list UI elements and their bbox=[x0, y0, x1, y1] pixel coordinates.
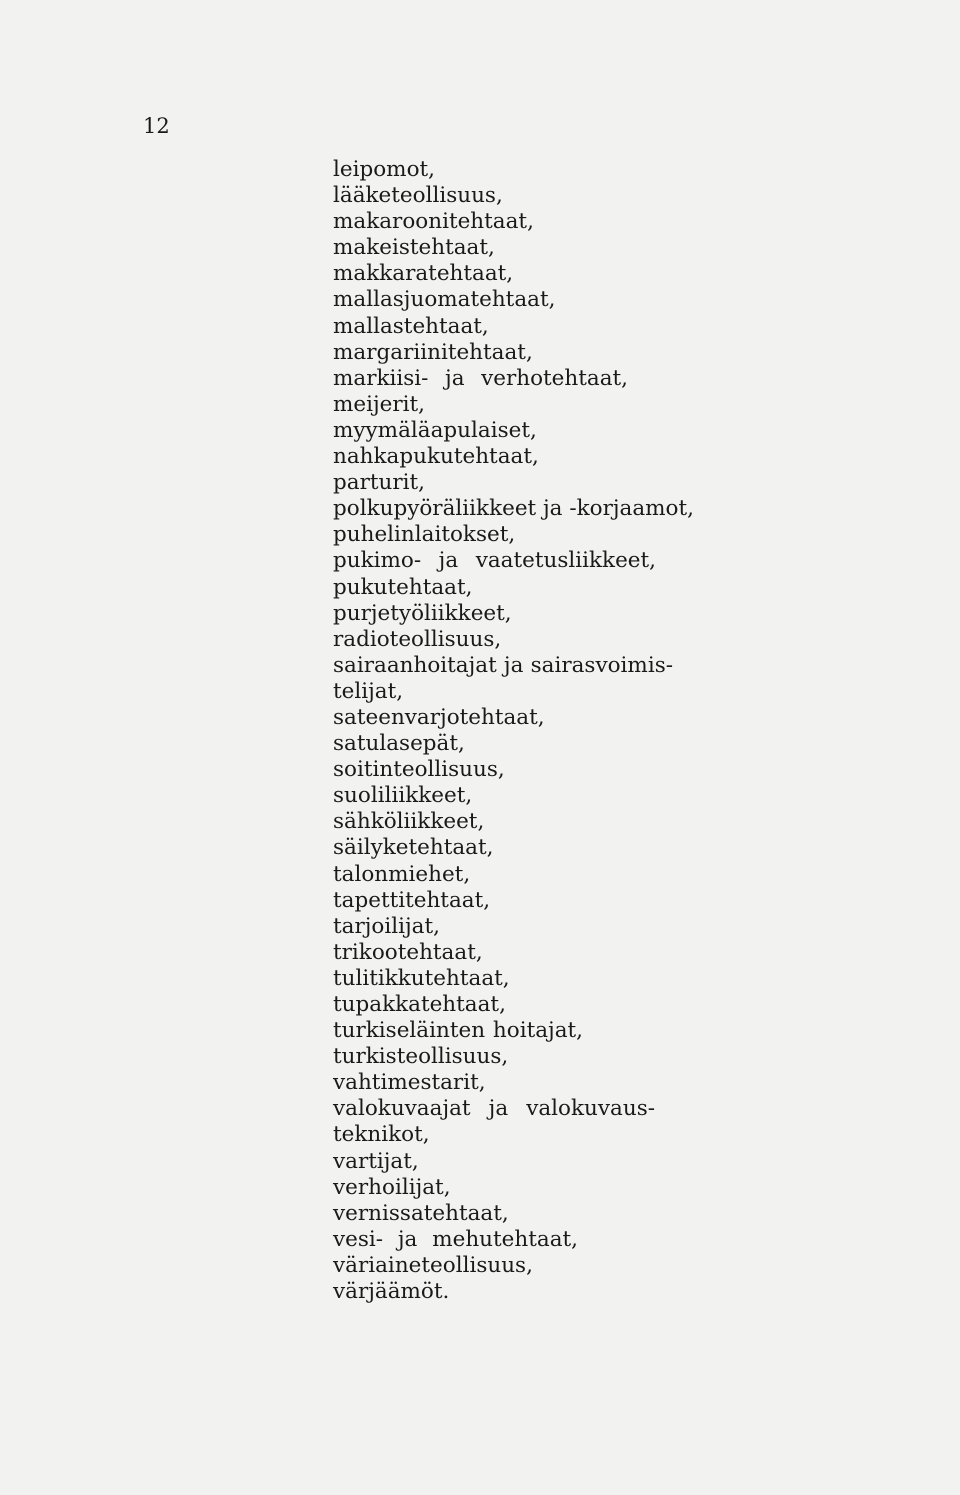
list-item: purjetyöliikkeet, bbox=[333, 600, 512, 626]
list-item-text: pukimo- ja vaatetusliikkeet, bbox=[333, 548, 656, 574]
list-item bbox=[333, 653, 713, 679]
list-item: makkaratehtaat, bbox=[333, 261, 514, 287]
list-item: väriaineteollisuus, bbox=[333, 1252, 533, 1278]
list-item: tapettitehtaat, bbox=[333, 887, 491, 913]
list-item: makaroonitehtaat, bbox=[333, 209, 534, 235]
list-item bbox=[333, 1096, 713, 1122]
list-item: suoliliikkeet, bbox=[333, 783, 473, 809]
list-item: leipomot, bbox=[333, 157, 435, 182]
list-item: värjäämöt. bbox=[333, 1279, 450, 1305]
list-item: vernissatehtaat, bbox=[333, 1200, 509, 1226]
list-item: tulitikkutehtaat, bbox=[333, 965, 510, 991]
list-item-text: turkiseläinten hoitajat, bbox=[333, 1018, 583, 1044]
list-item: lääketeollisuus, bbox=[333, 183, 503, 209]
list-item: soitinteollisuus, bbox=[333, 757, 505, 783]
list-item bbox=[333, 1018, 713, 1044]
list-item: margariinitehtaat, bbox=[333, 339, 533, 365]
list-item: mallastehtaat, bbox=[333, 313, 489, 339]
list-item: vartijat, bbox=[333, 1148, 419, 1174]
list-item: vahtimestarit, bbox=[333, 1070, 486, 1096]
occupation-list bbox=[333, 157, 713, 1305]
list-item: nahkapukutehtaat, bbox=[333, 444, 539, 470]
list-item: radioteollisuus, bbox=[333, 626, 502, 652]
page-number: 12 bbox=[143, 114, 170, 138]
list-item bbox=[333, 1227, 713, 1253]
list-item: trikootehtaat, bbox=[333, 939, 483, 965]
list-item: satulasepät, bbox=[333, 731, 465, 757]
list-item bbox=[333, 548, 713, 574]
list-item bbox=[333, 366, 713, 392]
list-item: puhelinlaitokset, bbox=[333, 522, 516, 548]
list-item: sähköliikkeet, bbox=[333, 809, 485, 835]
list-item: pukutehtaat, bbox=[333, 574, 473, 600]
list-item: mallasjuomatehtaat, bbox=[333, 287, 556, 313]
list-item: teknikot, bbox=[333, 1122, 430, 1148]
list-item: turkisteollisuus, bbox=[333, 1044, 509, 1070]
list-item: tupakkatehtaat, bbox=[333, 992, 506, 1017]
list-item: meijerit, bbox=[333, 391, 426, 417]
list-item: talonmiehet, bbox=[333, 861, 471, 887]
list-item-text: markiisi- ja verhotehtaat, bbox=[333, 365, 628, 391]
list-item-text: sairaanhoitajat ja sairasvoimis- bbox=[333, 652, 673, 678]
list-item: säilyketehtaat, bbox=[333, 835, 494, 861]
list-item: sateenvarjotehtaat, bbox=[333, 704, 545, 730]
list-item-text: vesi- ja mehutehtaat, bbox=[333, 1226, 578, 1252]
list-item: polkupyöräliikkeet ja -korjaamot, bbox=[333, 496, 694, 522]
list-item: tarjoilijat, bbox=[333, 913, 440, 939]
list-item: parturit, bbox=[333, 470, 425, 496]
list-item: telijat, bbox=[333, 678, 404, 704]
list-item: myymäläapulaiset, bbox=[333, 417, 537, 443]
list-item: verhoilijat, bbox=[333, 1174, 451, 1200]
list-item-text: valokuvaajat ja valokuvaus- bbox=[333, 1096, 655, 1122]
list-item: makeistehtaat, bbox=[333, 235, 495, 261]
